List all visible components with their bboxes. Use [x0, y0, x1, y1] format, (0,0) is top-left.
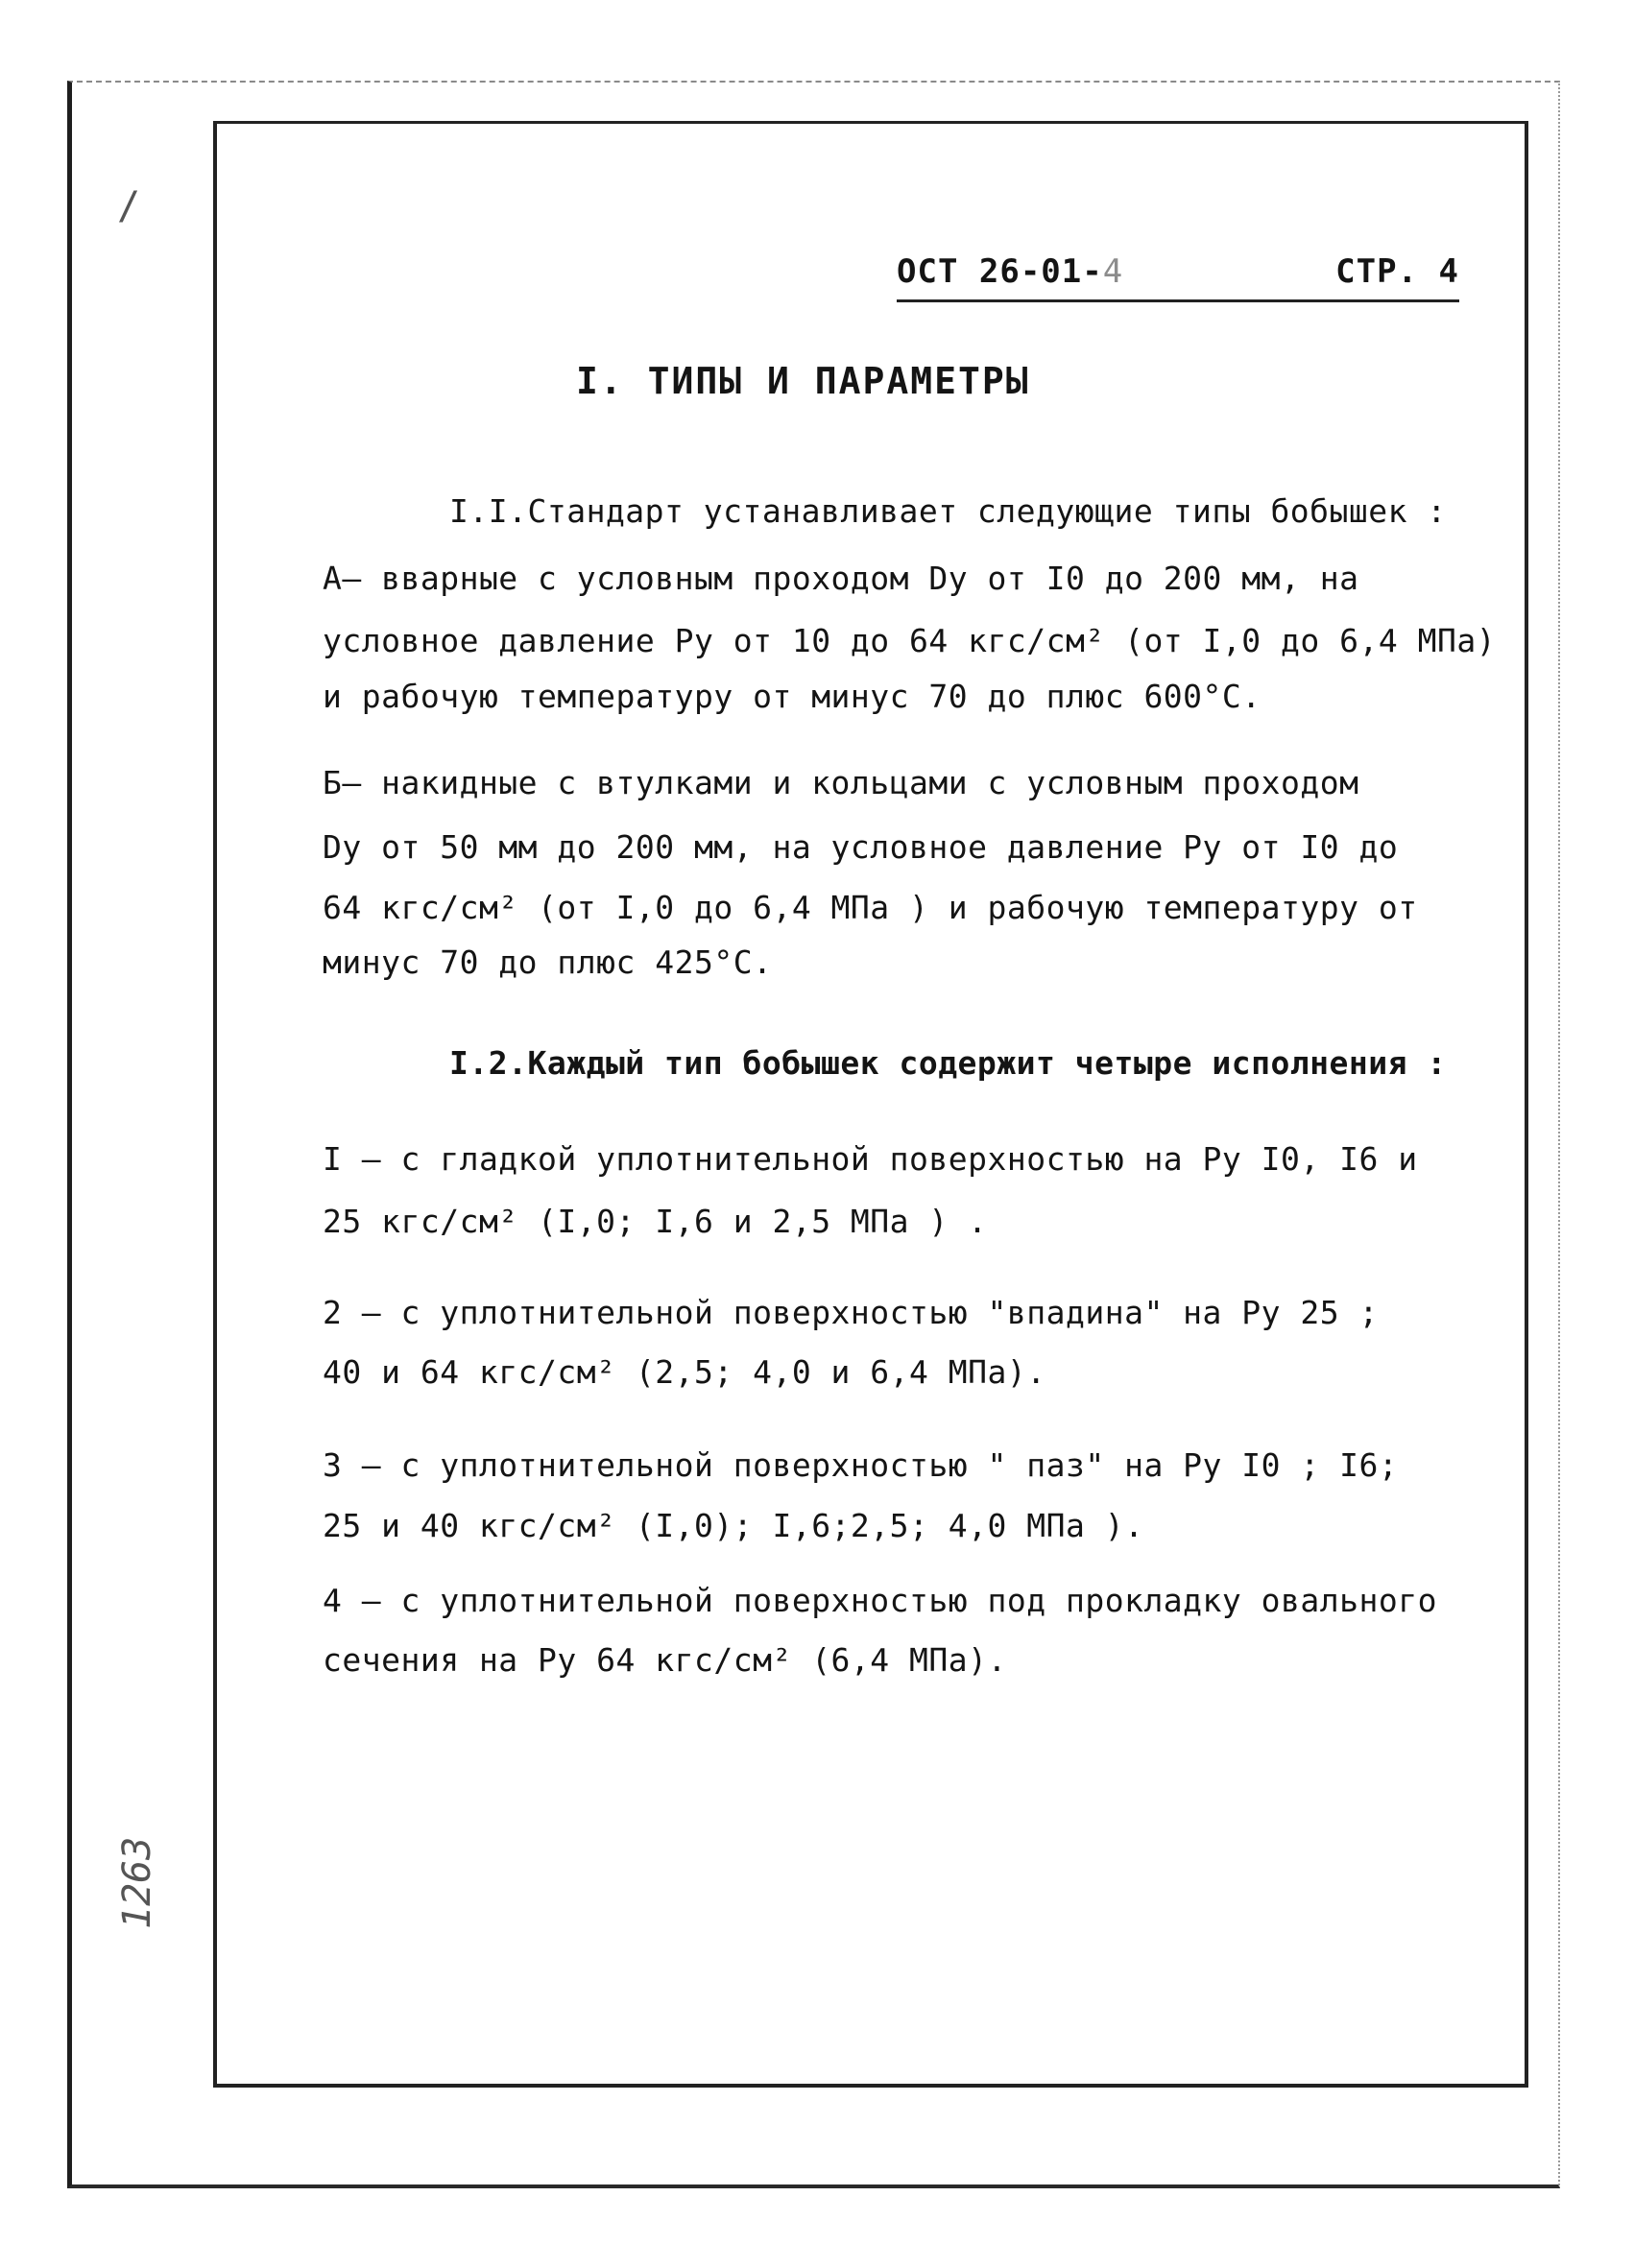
paragraph-1-1-line-2: А– вварные с условным проходом Dу от I0 до 200 мм, на — [323, 560, 1359, 597]
item-1-line-2: 25 кгс/см² (I,0; I,6 и 2,5 МПа ) . — [323, 1203, 988, 1240]
page-number: СТР. 4 — [1335, 252, 1459, 291]
inner-frame — [213, 121, 1528, 2088]
paragraph-1-1-line-4: и рабочую температуру от минус 70 до плюс 600°С. — [323, 678, 1262, 715]
item-4-line-2: сечения на Ру 64 кгс/см² (6,4 МПа). — [323, 1641, 1007, 1679]
item-2-line-2: 40 и 64 кгс/см² (2,5; 4,0 и 6,4 МПа). — [323, 1353, 1046, 1391]
margin-archive-number: 1263 — [115, 1836, 159, 1929]
item-1-line-1: I – с гладкой уплотнительной поверхностью на Ру I0, I6 и — [323, 1140, 1418, 1178]
paragraph-1-1-line-1: I.I.Стандарт устанавливает следующие типы бобышек : — [449, 492, 1447, 530]
paragraph-b-line-1: Б– накидные с втулками и кольцами с условным проходом — [323, 764, 1359, 801]
paragraph-b-line-2: Dу от 50 мм до 200 мм, на условное давление Ру от I0 до — [323, 828, 1399, 866]
document-header — [897, 244, 1459, 302]
section-title: I. ТИПЫ И ПАРАМЕТРЫ — [576, 360, 1030, 402]
item-4-line-1: 4 – с уплотнительной поверхностью под прокладку овального — [323, 1582, 1437, 1619]
item-3-line-2: 25 и 40 кгс/см² (I,0); I,6;2,5; 4,0 МПа ). — [323, 1507, 1144, 1544]
standard-code-faint: 4 — [1102, 252, 1124, 291]
standard-code: ОСТ 26-01- — [897, 252, 1103, 291]
paragraph-1-1-line-3: условное давление Ру от 10 до 64 кгс/см² (от I,0 до 6,4 МПа) — [323, 622, 1497, 659]
paragraph-b-line-4: минус 70 до плюс 425°С. — [323, 943, 773, 981]
item-2-line-1: 2 – с уплотнительной поверхностью "впадина" на Ру 25 ; — [323, 1294, 1379, 1331]
paragraph-b-line-3: 64 кгс/см² (от I,0 до 6,4 МПа ) и рабочую температуру от — [323, 889, 1418, 926]
paragraph-1-2: I.2.Каждый тип бобышек содержит четыре исполнения : — [449, 1044, 1447, 1082]
margin-mark: / — [117, 184, 141, 228]
item-3-line-1: 3 – с уплотнительной поверхностью " паз" на Ру I0 ; I6; — [323, 1446, 1399, 1484]
